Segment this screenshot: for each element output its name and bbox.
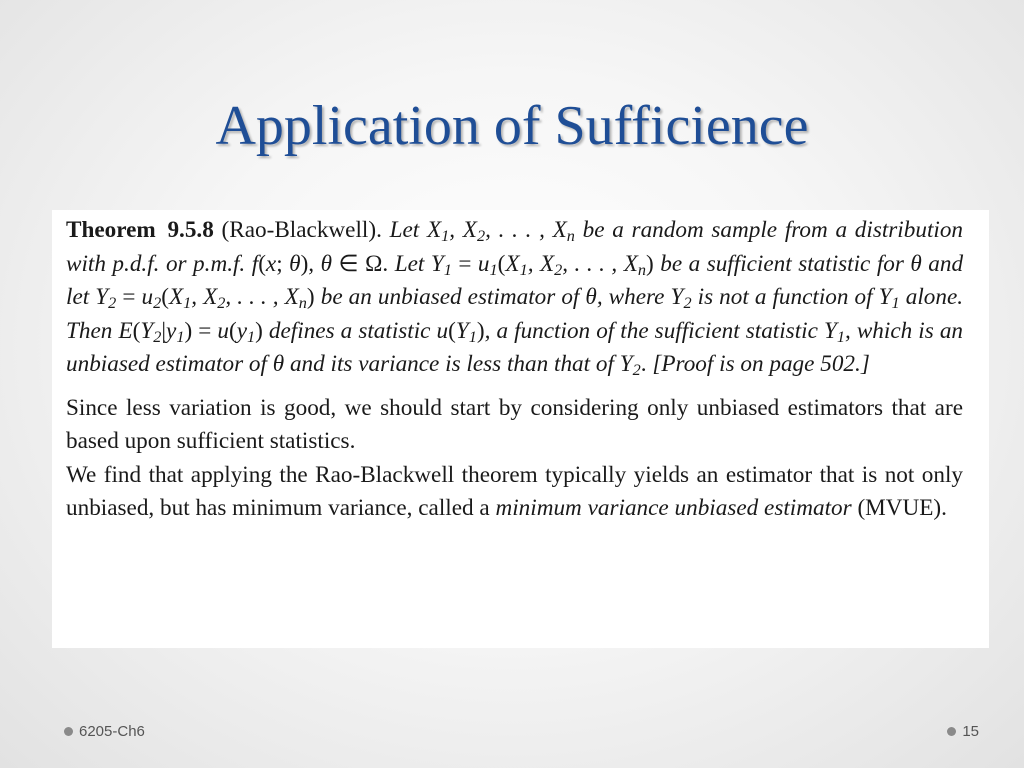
math-y1-def: $Y_1 = u_1(X_1$, $X_2$, . . . , $X_n$) (430, 250, 654, 279)
theorem-let2: Let (394, 250, 425, 277)
math-y2-def: $Y_2 = u_2(X_1$, $X_2$, . . . , $X_n$) (95, 284, 315, 313)
math-y2-end: $Y_2$. (619, 351, 647, 380)
body-paragraph-2-end: (MVUE). (857, 495, 947, 521)
footer-course-label: 6205-Ch6 (79, 723, 145, 740)
bullet-icon (64, 727, 73, 736)
bullet-icon (947, 727, 956, 736)
theorem-alone-then: alone. Then (66, 284, 964, 344)
footer-course (64, 723, 145, 740)
math-sample: $X_1$, $X_2$, . . . , $X_n$ (426, 217, 575, 246)
theorem-let: Let (389, 217, 420, 243)
theorem-sample-from: be a random sample from a distribution with p.d.f. or p.m.f. (66, 217, 964, 277)
theorem-function-of: , a function of the sufficient statistic (484, 317, 818, 344)
footer-page (947, 723, 979, 740)
math-conditional-expectation: $E(Y_2|y_1) = u(y_1)$ (118, 317, 263, 346)
body-paragraph-2-start: We find that applying the Rao-Blackwell theorem typically yields an estimator that is not only unbiased, but has minimum variance, called a (66, 461, 963, 521)
slide-title: Application of Sufficience (215, 95, 809, 157)
body-paragraph-1: Since less variation is good, we should start by considering only unbiased estimators that are based upon sufficient statistics. (66, 394, 963, 454)
theorem-sufficient: be a sufficient statistic for θ and let (66, 250, 964, 310)
math-density: f(x; θ), θ ∈ Ω. (251, 250, 389, 277)
theorem-label: Theorem 9.5.8 (66, 217, 214, 243)
theorem-which-is: , which is an unbiased estimator of θ and its variance is less than that of (66, 317, 964, 377)
theorem-unbiased: be an unbiased estimator of θ, where (320, 284, 665, 310)
theorem-not-function: is not a function of (697, 284, 873, 310)
slide-number: 15 (962, 723, 979, 740)
theorem-name: (Rao-Blackwell). (221, 217, 382, 243)
theorem-paragraph (66, 214, 963, 382)
math-u-of-y1: $u(Y_1)$ (436, 317, 485, 346)
theorem-defines: defines a statistic (268, 317, 431, 344)
math-y1-stat: $Y_1$ (823, 317, 845, 346)
mvue-term: minimum variance unbiased estimator (495, 495, 852, 521)
theorem-image (52, 210, 989, 648)
math-y1: $Y_1$ (878, 284, 900, 313)
math-y2: $Y_2$ (670, 284, 692, 313)
body-paragraph-2 (66, 459, 963, 526)
theorem-proof-reference: [Proof is on page 502.] (652, 351, 870, 377)
